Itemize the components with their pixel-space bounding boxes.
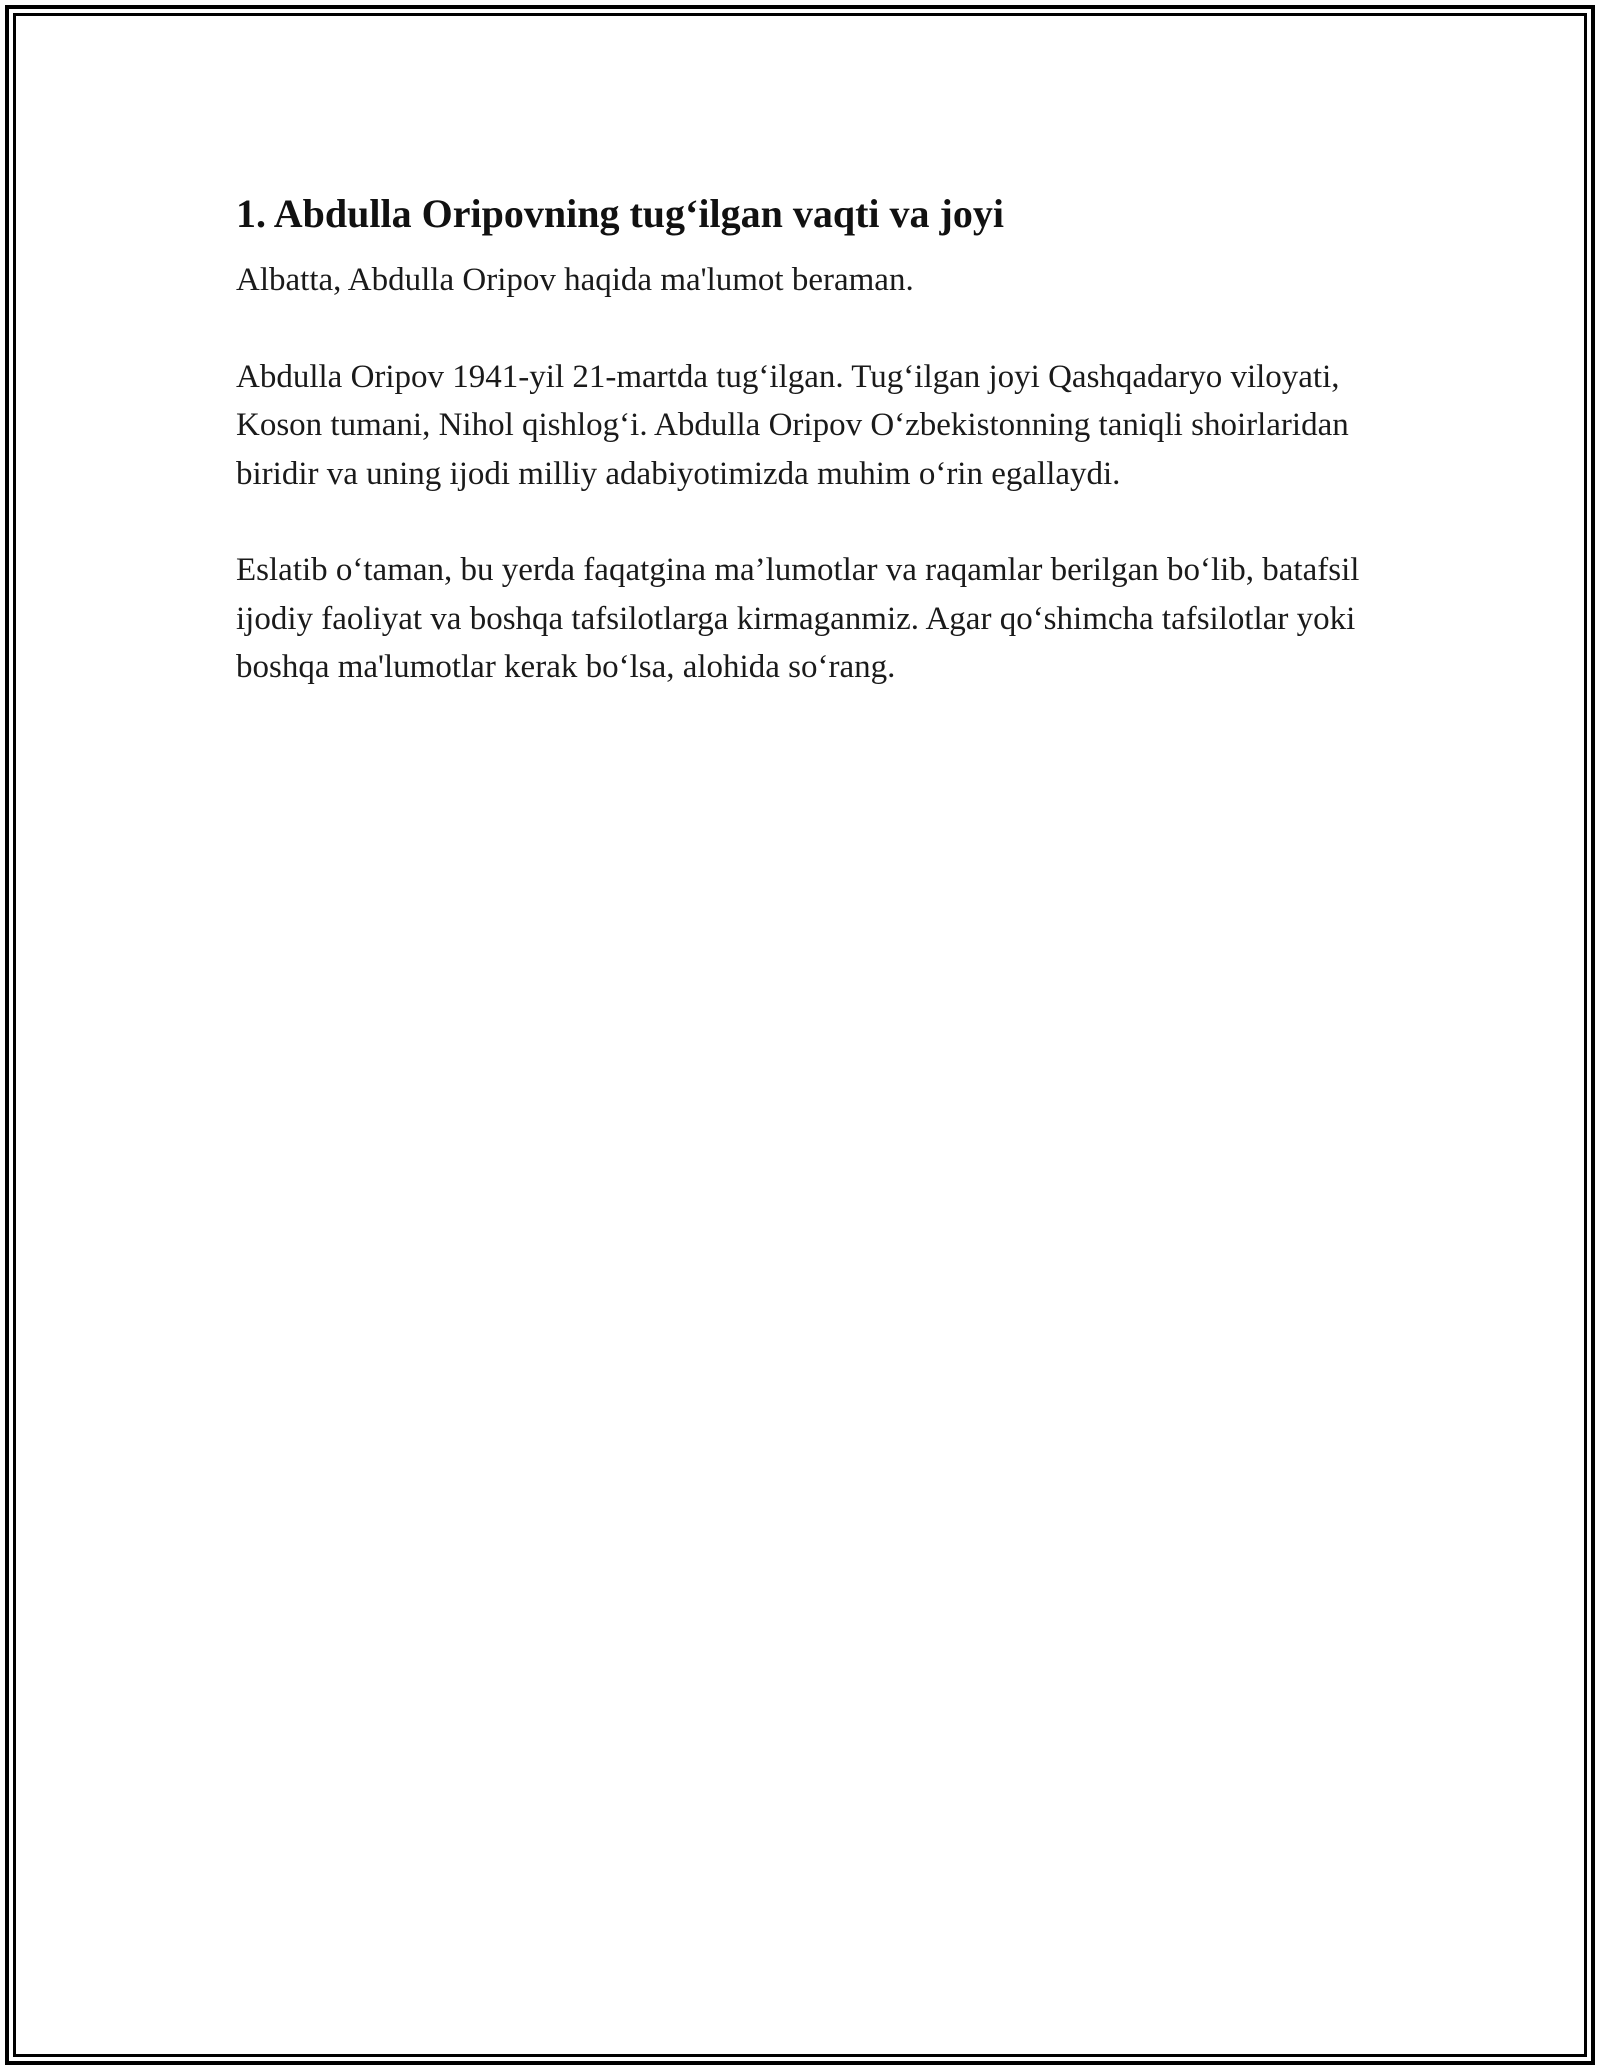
section-heading: 1. Abdulla Oripovning tug‘ilgan vaqti va joyi <box>236 191 1004 236</box>
birth-info-paragraph: Abdulla Oripov 1941-yil 21-martda tug‘ilgan. Tug‘ilgan joyi Qashqadaryo viloyati, Koson tumani, Nihol qishlog‘i. Abdulla Oripov O‘zbekistonning taniqli shoirlaridan biridir va uning ijodi milliy adabiyotimizda muhim o‘rin egallaydi. <box>236 358 1349 492</box>
document-body <box>236 186 1386 740</box>
note-paragraph: Eslatib o‘taman, bu yerda faqatgina ma’lumotlar va raqamlar berilgan bo‘lib, batafsil ijodiy faoliyat va boshqa tafsilotlarga kirmaganmiz. Agar qo‘shimcha tafsilotlar yoki boshqa ma'lumotlar kerak bo‘lsa, alohida so‘rang. <box>236 552 1360 685</box>
intro-paragraph: Albatta, Abdulla Oripov haqida ma'lumot beraman. <box>236 262 914 298</box>
